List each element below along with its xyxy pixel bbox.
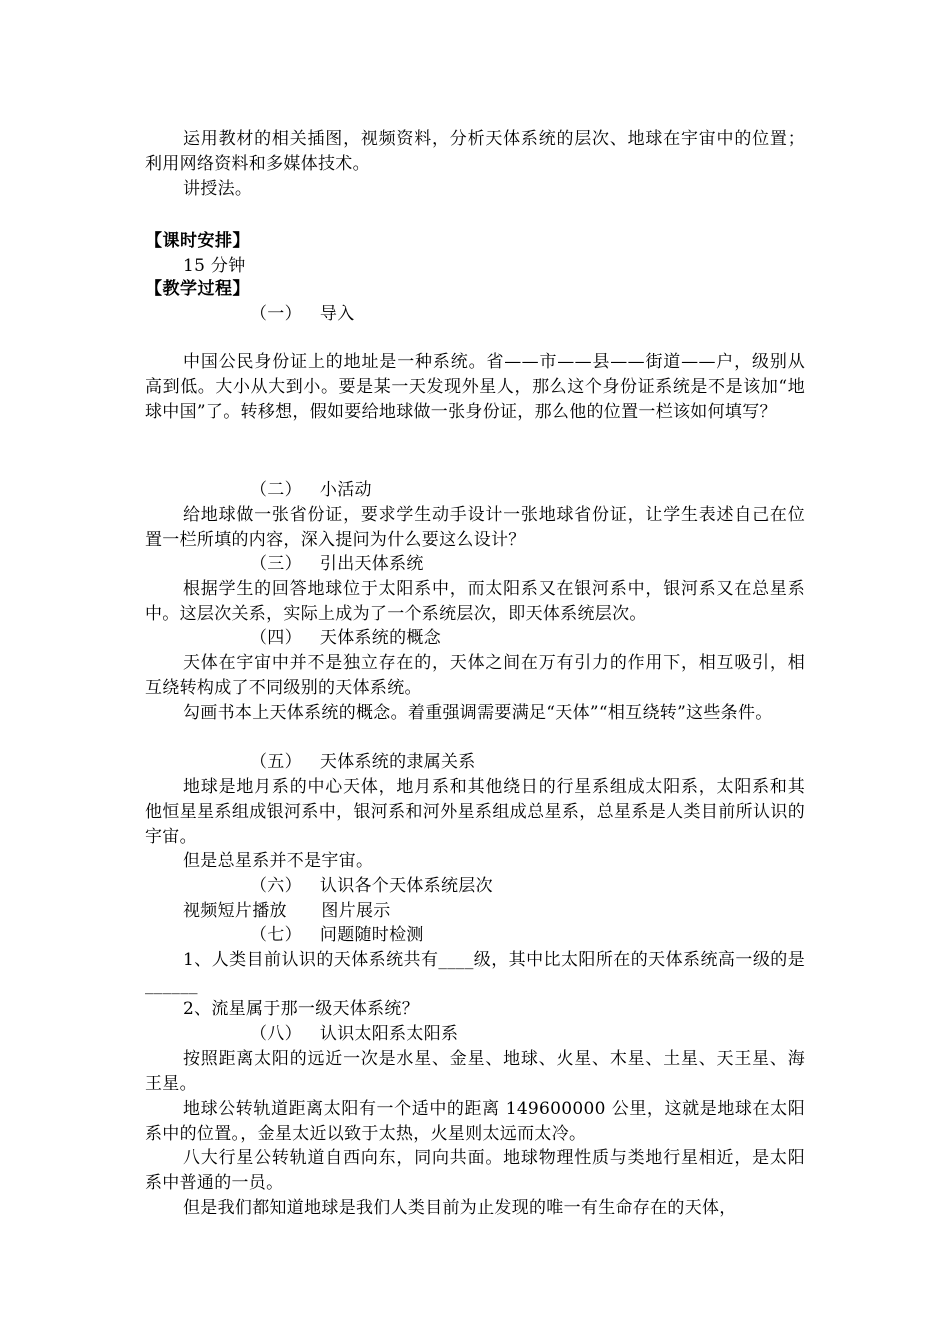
- question-2: 2、流星属于那一级天体系统？: [183, 999, 420, 1019]
- section-title: 天体系统的隶属关系: [319, 752, 476, 772]
- section-number: （六）: [250, 876, 302, 896]
- section-number: （一）: [250, 304, 302, 324]
- section-heading-7: [250, 923, 424, 948]
- section-number: （五）: [250, 752, 302, 772]
- schedule-duration: 15 分钟: [183, 256, 246, 276]
- section-4-paragraph-a: 天体在宇宙中并不是独立存在的，天体之间在万有引力的作用下，相互吸引，相互绕转构成了不同级别的天体系统。: [145, 653, 805, 698]
- section-title: 小活动: [319, 480, 372, 500]
- section-heading-1: [250, 302, 355, 327]
- question-1: 1、人类目前认识的天体系统共有____级，其中比太阳所在的天体系统高一级的是______: [145, 950, 805, 995]
- section-heading-2: [250, 478, 372, 503]
- section-title: 引出天体系统: [319, 554, 424, 574]
- section-number: （七）: [250, 925, 302, 945]
- process-heading: 【教学过程】: [145, 279, 250, 299]
- section-title: 导入: [319, 304, 355, 324]
- section-4-paragraph-b: 勾画书本上天体系统的概念。着重强调需要满足“天体”“相互绕转”这些条件。: [183, 703, 773, 723]
- section-number: （二）: [250, 480, 302, 500]
- section-title: 认识太阳系太阳系: [319, 1024, 459, 1044]
- section-heading-5: [250, 750, 476, 775]
- section-title: 问题随时检测: [319, 925, 424, 945]
- section-1-paragraph: 中国公民身份证上的地址是一种系统。省——市——县——街道——户，级别从高到低。大小从大到小。要是某一天发现外星人，那么这个身份证系统是不是该加“地球中国”了。转移想，假如要给地球做一张身份证，那么他的位置一栏该如何填写？: [145, 352, 805, 422]
- section-2-paragraph: 给地球做一张省份证，要求学生动手设计一张地球省份证，让学生表述自己在位置一栏所填的内容，深入提问为什么要这么设计？: [145, 505, 805, 550]
- section-3-paragraph: 根据学生的回答地球位于太阳系中，而太阳系又在银河系中，银河系又在总星系中。这层次关系，实际上成为了一个系统层次，即天体系统层次。: [145, 579, 805, 624]
- section-8-paragraph-d: 但是我们都知道地球是我们人类目前为止发现的唯一有生命存在的天体，: [183, 1198, 737, 1218]
- schedule-heading: 【课时安排】: [145, 231, 250, 251]
- section-title: 天体系统的概念: [319, 628, 442, 648]
- intro-paragraph-methods: 运用教材的相关插图，视频资料，分析天体系统的层次、地球在宇宙中的位置；利用网络资料和多媒体技术。: [145, 129, 805, 174]
- section-5-paragraph-b: 但是总星系并不是宇宙。: [183, 851, 374, 871]
- section-number: （八）: [250, 1024, 302, 1044]
- section-number: （三）: [250, 554, 302, 574]
- section-6-paragraph: 视频短片播放 图片展示: [183, 901, 391, 921]
- section-heading-6: [250, 874, 493, 899]
- section-5-paragraph-a: 地球是地月系的中心天体，地月系和其他绕日的行星系组成太阳系，太阳系和其他恒星星系组成银河系中，银河系和河外星系组成总星系，总星系是人类目前所认识的宇宙。: [145, 777, 805, 847]
- section-heading-4: [250, 626, 441, 651]
- section-heading-3: [250, 552, 424, 577]
- section-title: 认识各个天体系统层次: [319, 876, 493, 896]
- section-8-paragraph-a: 按照距离太阳的远近一次是水星、金星、地球、火星、木星、土星、天王星、海王星。: [145, 1049, 805, 1094]
- section-number: （四）: [250, 628, 302, 648]
- section-8-paragraph-c: 八大行星公转轨道自西向东，同向共面。地球物理性质与类地行星相近，是太阳系中普通的一员。: [145, 1148, 805, 1193]
- section-heading-8: [250, 1022, 458, 1047]
- intro-paragraph-method-name: 讲授法。: [183, 179, 253, 199]
- section-8-paragraph-b: 地球公转轨道距离太阳有一个适中的距离 149600000 公里，这就是地球在太阳系中的位置。，金星太近以致于太热，火星则太远而太冷。: [145, 1099, 805, 1144]
